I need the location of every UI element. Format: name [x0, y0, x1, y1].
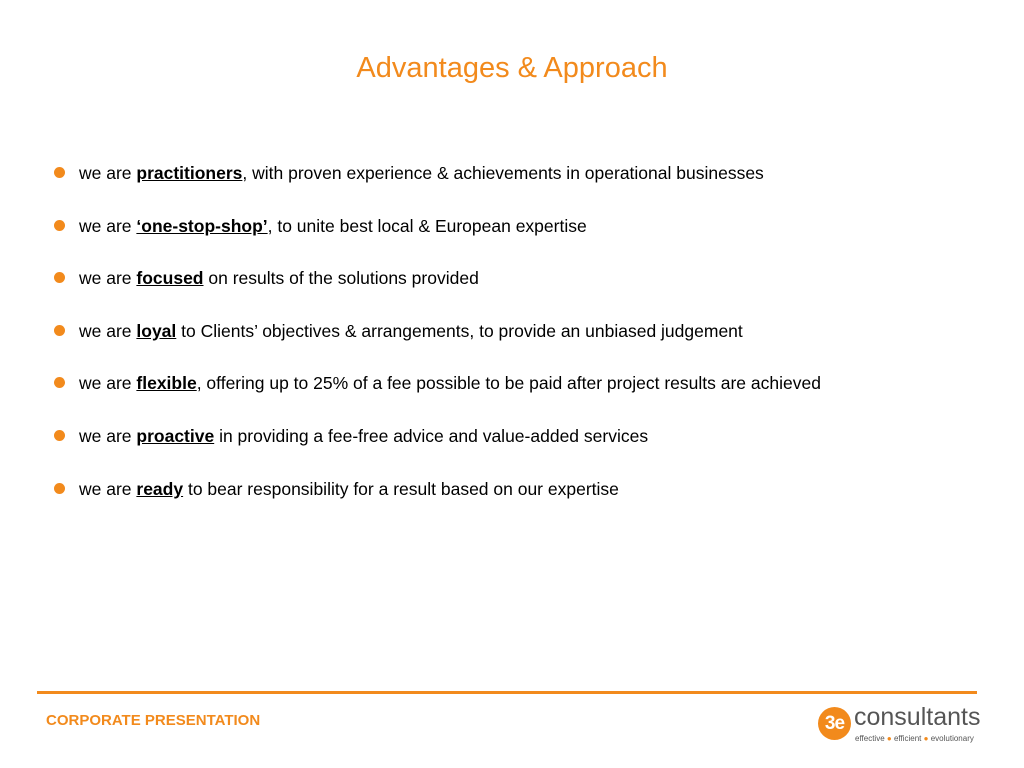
logo-mark-icon: 3e — [818, 707, 851, 740]
bullet-keyword: focused — [136, 268, 204, 289]
list-item — [54, 423, 994, 476]
bullet-keyword: ready — [136, 478, 184, 499]
bullet-text — [79, 318, 743, 344]
bullet-rest: , offering up to 25% of a fee possible to be paid after project results are achieved — [196, 373, 821, 394]
bullet-prefix: we are — [79, 268, 137, 289]
bullet-prefix: we are — [79, 373, 137, 394]
tagline-separator-icon: ● — [886, 734, 892, 743]
bullet-text — [79, 265, 479, 291]
bullet-rest: to Clients’ objectives & arrangements, to provide an unbiased judgement — [176, 320, 743, 341]
bullet-text — [79, 370, 821, 396]
tagline-separator-icon: ● — [923, 734, 929, 743]
bullet-prefix: we are — [79, 320, 137, 341]
bullet-dot-icon — [54, 220, 65, 231]
bullet-keyword: ‘one-stop-shop’ — [136, 215, 268, 236]
footer-label: CORPORATE PRESENTATION — [46, 712, 261, 729]
footer-divider — [37, 691, 977, 694]
bullet-text — [79, 476, 619, 502]
bullet-rest: in providing a fee-free advice and value-added services — [214, 425, 649, 446]
list-item — [54, 213, 994, 266]
bullet-dot-icon — [54, 167, 65, 178]
company-logo — [818, 705, 980, 745]
bullet-dot-icon — [54, 325, 65, 336]
bullet-dot-icon — [54, 430, 65, 441]
slide-title: Advantages & Approach — [356, 52, 668, 84]
bullet-rest: on results of the solutions provided — [203, 268, 479, 289]
bullet-rest: , with proven experience & achievements in operational businesses — [242, 163, 764, 183]
bullet-keyword: proactive — [136, 425, 215, 446]
list-item — [54, 160, 994, 213]
bullet-rest: to bear responsibility for a result based on our expertise — [183, 478, 619, 499]
bullet-prefix: we are — [79, 478, 137, 499]
list-item — [54, 370, 994, 423]
logo-tagline-word: efficient — [893, 734, 922, 743]
bullet-keyword: flexible — [136, 373, 197, 394]
bullet-prefix: we are — [79, 215, 137, 236]
bullet-dot-icon — [54, 483, 65, 494]
list-item — [54, 265, 994, 318]
bullet-rest: , to unite best local & European expertise — [267, 215, 587, 236]
bullet-dot-icon — [54, 272, 65, 283]
logo-tagline-word: evolutionary — [930, 734, 974, 743]
bullet-prefix: we are — [79, 163, 137, 183]
list-item — [54, 476, 994, 529]
list-item — [54, 318, 994, 371]
logo-tagline-word: effective — [855, 734, 885, 743]
logo-tagline — [855, 734, 974, 743]
bullet-keyword: loyal — [136, 320, 177, 341]
bullet-text — [79, 213, 587, 239]
bullet-prefix: we are — [79, 425, 137, 446]
bullet-text — [79, 160, 764, 186]
advantages-list — [54, 160, 994, 528]
logo-wordmark: consultants — [854, 703, 981, 731]
bullet-text — [79, 423, 648, 449]
bullet-dot-icon — [54, 377, 65, 388]
bullet-keyword: practitioners — [136, 163, 243, 183]
